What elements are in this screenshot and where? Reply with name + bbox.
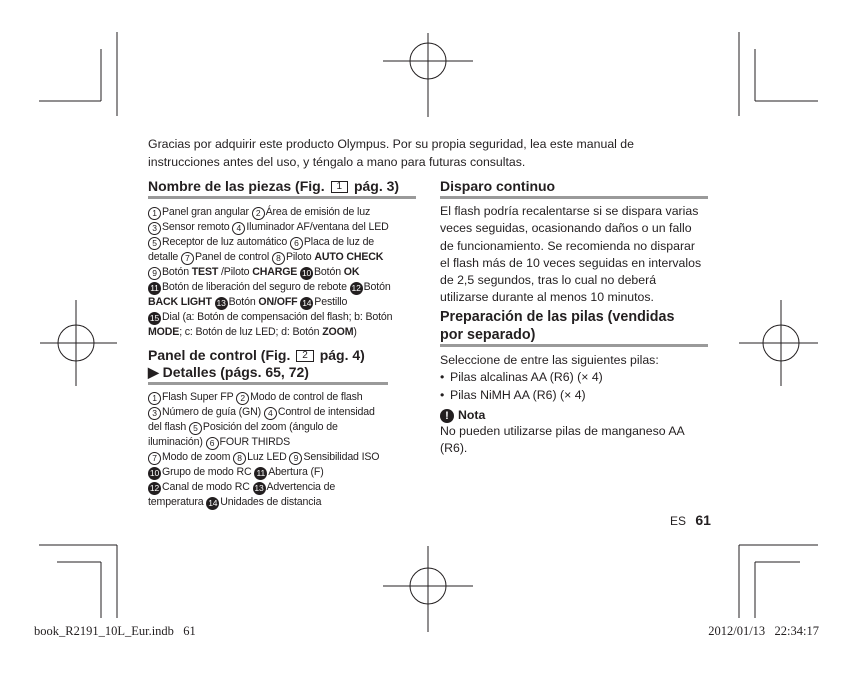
section-pilas [440, 308, 708, 457]
list-line [148, 450, 388, 465]
list-line [148, 405, 388, 420]
parts-list [148, 205, 416, 340]
item-text: temperatura [148, 496, 207, 508]
nota-label: Nota [458, 407, 486, 422]
list-line [148, 390, 388, 405]
item-number-badge: 2 [236, 392, 249, 405]
list-line [148, 280, 416, 295]
footer-timestamp: 2012/01/13 22:34:17 [708, 624, 819, 638]
button-label-text: OK [343, 266, 360, 278]
item-text: Unidades de distancia [220, 496, 322, 508]
page-number-block [670, 512, 711, 528]
item-text: /Piloto [218, 266, 253, 278]
item-number-badge: 4 [264, 407, 277, 420]
item-number-badge: 11 [148, 282, 161, 295]
list-line [148, 235, 416, 250]
nombre-title: Nombre de las piezas (Fig. [148, 178, 325, 194]
intro-paragraph: Gracias por adquirir este producto Olympus. Por su propia seguridad, lea este manual de instrucciones antes del uso, y téngalo a mano para futuras consultas. [148, 137, 634, 169]
item-text: Botón [228, 296, 259, 308]
list-line [148, 325, 416, 340]
pilas-intro: Seleccione de entre las siguientes pilas: [440, 353, 659, 367]
list-line [148, 295, 416, 310]
list-line [148, 465, 388, 480]
disparo-heading: Disparo continuo [440, 178, 708, 199]
item-text: del flash [148, 421, 189, 433]
pilas-list [440, 369, 708, 404]
fig-ref-box: 1 [331, 181, 349, 193]
item-number-badge: 9 [289, 452, 302, 465]
item-text: iluminación) [148, 436, 206, 448]
section-nombre [148, 178, 416, 340]
page-lang: ES [670, 514, 687, 528]
item-number-badge: 13 [216, 298, 226, 308]
item-text: Posición del zoom (ángulo de [202, 421, 338, 433]
warning-icon: ! [440, 409, 454, 423]
item-number-badge: 13 [254, 483, 264, 493]
item-text: Iluminador AF/ventana del LED [246, 221, 389, 233]
item-text: Piloto [285, 251, 315, 263]
item-number-badge: 1 [148, 207, 161, 220]
disparo-text: El flash podría recalentarse si se dispara varias veces seguidas, ocasionando daños o un fallo de funcionamiento. Se recomienda no disparar el flash más de 10 veces seguidas en intervalos de 2,5 segundos, tras lo cual no deberá utilizarse durante al menos 10 minutos. [440, 204, 702, 305]
item-text: Botón de liberación del seguro de rebote [162, 281, 350, 293]
item-number-badge: 12 [149, 483, 160, 493]
item-text: Advertencia de [266, 481, 336, 493]
item-text: Botón [162, 266, 192, 278]
panel-details-ref: ▶ Detalles (págs. 65, 72) [148, 364, 309, 380]
list-line [148, 250, 416, 265]
item-text: Flash Super FP [162, 391, 237, 403]
pilas-title-line2: por separado) [440, 326, 708, 347]
item-number-badge: 14 [208, 498, 218, 508]
list-line [148, 205, 416, 220]
item-number-badge: 4 [232, 222, 245, 235]
item-number-badge: 6 [206, 437, 219, 450]
item-number-badge: 15 [149, 313, 160, 323]
list-line [148, 420, 388, 435]
item-number-badge: 10 [149, 468, 160, 478]
item-number-badge: 6 [290, 237, 303, 250]
button-label-text: MODE [148, 326, 180, 338]
item-text: Número de guía (GN) [162, 406, 264, 418]
list-line [148, 265, 416, 280]
nota-text: No pueden utilizarse pilas de manganeso AA (R6). [440, 423, 685, 456]
panel-heading [148, 347, 388, 385]
item-text: Botón [314, 266, 344, 278]
item-number-badge: 5 [148, 237, 161, 250]
item-number-badge: 9 [148, 267, 161, 280]
nota-block [440, 408, 708, 458]
item-text: FOUR THIRDS [219, 436, 291, 448]
item-number-badge: 3 [148, 407, 161, 420]
item-text: Abertura (F) [268, 466, 324, 478]
button-label-text: ZOOM [322, 326, 354, 338]
nombre-heading [148, 178, 416, 199]
item-number-badge: 2 [252, 207, 265, 220]
item-number-badge: 8 [233, 452, 246, 465]
page-number: 61 [695, 512, 711, 528]
item-number-badge: 3 [148, 222, 161, 235]
item-text: Placa de luz de [303, 236, 375, 248]
list-line [148, 310, 416, 325]
item-text: Pestillo [314, 296, 348, 308]
fig-ref-box: 2 [296, 350, 314, 362]
item-text: Modo de control de flash [250, 391, 363, 403]
panel-title: Panel de control (Fig. [148, 347, 291, 363]
pilas-heading [440, 308, 708, 348]
item-text: Área de emisión de luz [265, 206, 371, 218]
item-text: detalle [148, 251, 181, 263]
item-text: Dial (a: Botón de compensación del flash; b: Botón [162, 311, 393, 323]
item-number-badge: 5 [189, 422, 202, 435]
item-number-badge: 11 [254, 467, 267, 480]
section-disparo [440, 178, 708, 307]
item-text: Sensibilidad ISO [303, 451, 380, 463]
item-number-badge: 10 [301, 268, 312, 278]
item-number-badge: 1 [148, 392, 161, 405]
nombre-page-ref: pág. 3) [353, 178, 400, 194]
item-number-badge: 12 [351, 283, 361, 293]
item-text: Luz LED [247, 451, 290, 463]
item-text: Receptor de luz automático [162, 236, 290, 248]
item-text: Sensor remoto [162, 221, 233, 233]
item-text: ; c: Botón de luz LED; d: Botón [179, 326, 323, 338]
item-text: Control de intensidad [277, 406, 375, 418]
button-label-text: BACK LIGHT [148, 296, 212, 308]
list-line [148, 480, 388, 495]
item-text: ) [353, 326, 357, 338]
item-text: Panel de control [194, 251, 272, 263]
button-label-text: CHARGE [252, 266, 298, 278]
item-number-badge: 8 [272, 252, 285, 265]
panel-items-list [148, 390, 388, 510]
list-line [148, 495, 388, 510]
pilas-title-line1: Preparación de las pilas (vendidas [440, 309, 675, 325]
section-panel [148, 347, 388, 510]
item-text: Botón [363, 281, 391, 293]
list-item: • Pilas NiMH AA (R6) (× 4) [440, 387, 708, 404]
item-number-badge: 7 [181, 252, 194, 265]
list-item: • Pilas alcalinas AA (R6) (× 4) [440, 369, 708, 386]
item-text: Canal de modo RC [162, 481, 253, 493]
button-label-text: ON/OFF [258, 296, 298, 308]
item-text: Panel gran angular [162, 206, 252, 218]
list-line [148, 435, 388, 450]
panel-page-ref: pág. 4) [319, 347, 365, 363]
item-number-badge: 14 [302, 298, 312, 308]
item-text: Modo de zoom [162, 451, 234, 463]
item-text: Grupo de modo RC [162, 466, 255, 478]
footer-file: book_R2191_10L_Eur.indb 61 [34, 624, 196, 638]
button-label-text: AUTO CHECK [314, 251, 384, 263]
item-number-badge: 7 [148, 452, 161, 465]
button-label-text: TEST [191, 266, 219, 278]
list-line [148, 220, 416, 235]
